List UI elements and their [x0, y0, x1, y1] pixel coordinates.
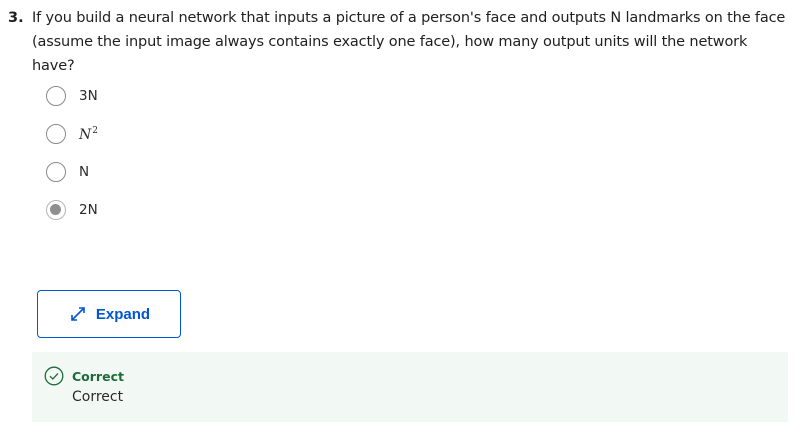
option-label: 3N: [79, 88, 98, 104]
radio-button[interactable]: [46, 162, 66, 182]
radio-button-selected[interactable]: [46, 200, 66, 220]
feedback-panel: [32, 352, 788, 422]
option-2n[interactable]: [46, 198, 98, 222]
question-text: If you build a neural network that inputs a picture of a person's face and outputs N landmarks on the face (assume the input image always contains exactly one face), how many output units will the network have?: [32, 10, 786, 74]
question: [8, 6, 792, 78]
option-label-base: N: [79, 126, 92, 143]
option-n[interactable]: [46, 160, 89, 184]
option-label-exponent: 2: [92, 125, 98, 136]
expand-button[interactable]: [37, 290, 181, 338]
option-n-squared[interactable]: [46, 122, 98, 146]
option-label: 2N: [79, 202, 98, 218]
expand-arrows-icon: [68, 304, 88, 324]
feedback-message: Correct: [72, 389, 124, 405]
feedback-status-title: Correct: [72, 368, 124, 384]
expand-button-label: Expand: [95, 305, 151, 323]
radio-button[interactable]: [46, 124, 66, 144]
feedback-status: [44, 366, 124, 386]
question-number: 3.: [8, 10, 24, 26]
radio-button[interactable]: [46, 86, 66, 106]
option-label: N: [79, 164, 90, 180]
option-3n[interactable]: [46, 84, 98, 108]
option-label: [79, 126, 98, 143]
check-circle-icon: [44, 366, 64, 386]
